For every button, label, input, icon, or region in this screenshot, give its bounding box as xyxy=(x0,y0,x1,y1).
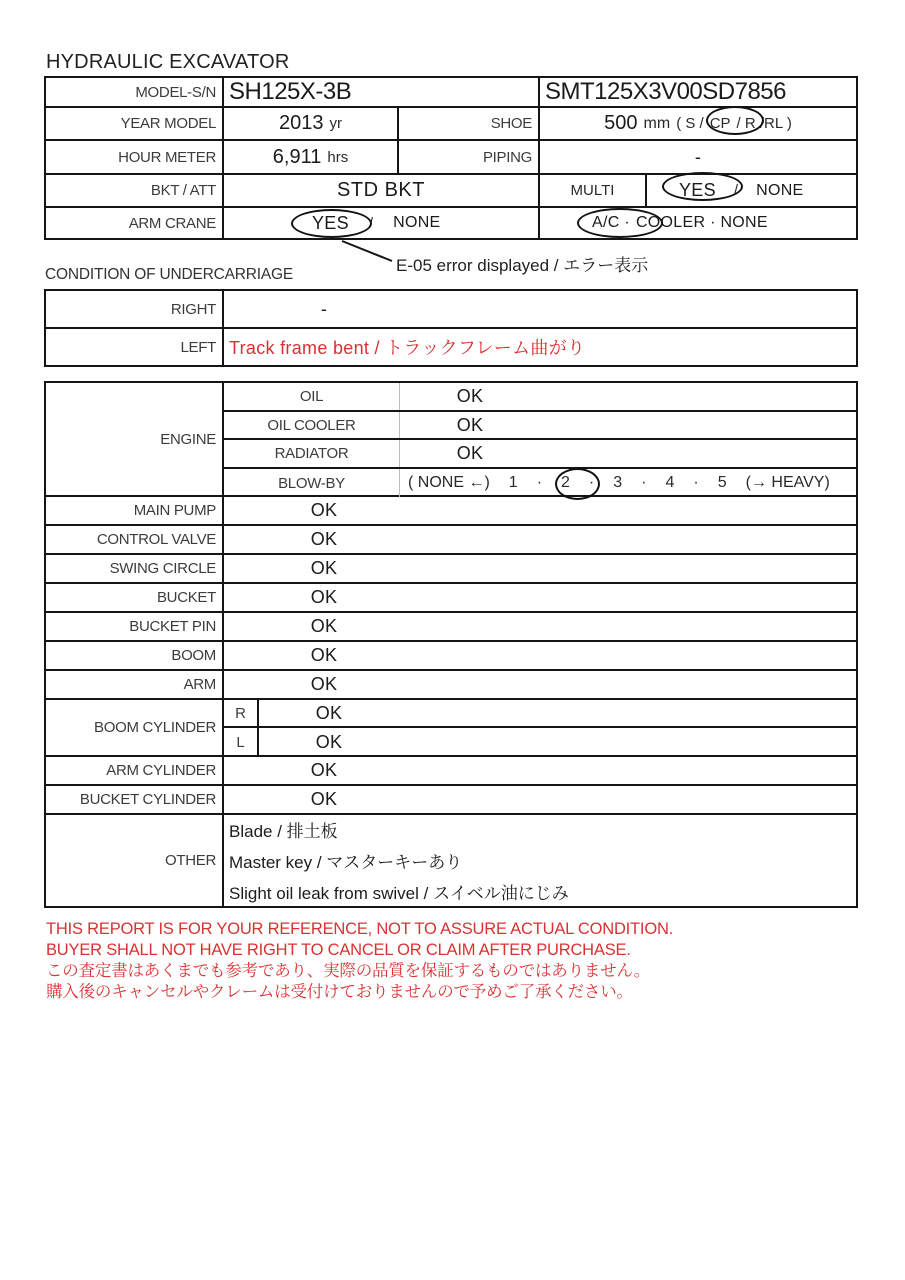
row-main-pump xyxy=(46,497,856,526)
engine-radiator-value: OK xyxy=(456,443,484,463)
disclaimer-line-3: この査定書はあくまでも参考であり、実際の品質を保証するものではありません。 xyxy=(46,962,651,980)
year-value: 2013 xyxy=(279,112,324,134)
boom-cylinder-block xyxy=(46,700,856,757)
bucket-pin-label: BUCKET PIN xyxy=(46,613,224,640)
serial-value: SMT125X3V00SD7856 xyxy=(545,78,786,105)
main-pump-label: MAIN PUMP xyxy=(46,497,224,524)
multi-option-slash: / xyxy=(733,182,739,199)
left-value: Track frame bent / トラックフレーム曲がり xyxy=(229,338,586,358)
blowby-scale-open: ( NONE ←) xyxy=(408,474,490,491)
piping-label: PIPING xyxy=(399,141,540,173)
row-arm-cylinder xyxy=(46,757,856,786)
engine-oil-label: OIL xyxy=(224,383,400,410)
year-model-label: YEAR MODEL xyxy=(46,108,224,139)
arm-crane-label: ARM CRANE xyxy=(46,208,224,238)
arm-cylinder-label: ARM CYLINDER xyxy=(46,757,224,784)
bucket-cylinder-value: OK xyxy=(310,789,338,809)
other-note-blade: Blade / 排土板 xyxy=(229,822,338,841)
blowby-scale xyxy=(400,469,856,497)
annotation-leader-line xyxy=(338,238,396,264)
undercarriage-heading: CONDITION OF UNDERCARRIAGE xyxy=(45,266,293,283)
hour-unit: hrs xyxy=(327,148,349,166)
piping-value: - xyxy=(694,146,702,167)
control-valve-label: CONTROL VALVE xyxy=(46,526,224,553)
boom-cylinder-r-label: R xyxy=(224,700,259,726)
boom-cylinder-left-row xyxy=(224,728,856,757)
ac-options-rest: COOLER · NONE xyxy=(635,214,768,231)
row-undercarriage-right xyxy=(46,291,856,329)
blowby-scale-close: (→ HEAVY) xyxy=(745,474,830,491)
engine-oil-cooler-value: OK xyxy=(456,414,484,435)
shoe-value: 500 xyxy=(604,112,638,134)
engine-row-radiator xyxy=(224,440,856,469)
armcrane-option-slash: / xyxy=(368,214,374,232)
boom-cylinder-l-label: L xyxy=(224,728,259,757)
engine-oil-cooler-label: OIL COOLER xyxy=(224,412,400,438)
bucket-pin-value: OK xyxy=(310,616,338,636)
engine-label: ENGINE xyxy=(46,383,224,495)
row-bucket-cylinder xyxy=(46,786,856,815)
boom-cylinder-r-value: OK xyxy=(315,702,343,723)
right-label: RIGHT xyxy=(46,291,224,327)
model-value: SH125X-3B xyxy=(229,78,352,105)
hour-meter-label: HOUR METER xyxy=(46,141,224,173)
blowby-label: BLOW-BY xyxy=(224,469,400,497)
multi-option-yes: YES xyxy=(679,180,716,200)
blowby-1: 1 xyxy=(508,474,518,491)
shoe-unit: mm xyxy=(643,114,671,132)
arm-cylinder-value: OK xyxy=(310,760,338,780)
arm-label: ARM xyxy=(46,671,224,698)
row-control-valve xyxy=(46,526,856,555)
row-model-sn xyxy=(46,78,856,108)
model-sn-label: MODEL-S/N xyxy=(46,78,224,106)
engine-block xyxy=(46,383,856,497)
engine-row-oil xyxy=(224,383,856,412)
row-hour-piping xyxy=(46,141,856,175)
row-year-shoe xyxy=(46,108,856,141)
blowby-dot: · xyxy=(588,474,595,491)
other-note-master-key: Master key / マスターキーあり xyxy=(229,853,463,872)
armcrane-option-none: NONE xyxy=(393,214,441,231)
boom-cylinder-label: BOOM CYLINDER xyxy=(46,700,224,755)
engine-row-blowby xyxy=(224,469,856,497)
shoe-options-open: ( S / xyxy=(676,115,704,132)
hour-value: 6,911 xyxy=(272,145,322,168)
undercarriage-table xyxy=(44,289,858,367)
main-pump-value: OK xyxy=(310,500,338,520)
disclaimer-line-2: BUYER SHALL NOT HAVE RIGHT TO CANCEL OR CLAIM AFTER PURCHASE. xyxy=(46,941,631,959)
bkt-value: STD BKT xyxy=(337,179,425,201)
control-valve-value: OK xyxy=(310,529,338,549)
blowby-dot: · xyxy=(641,474,647,491)
ac-option-selected: A/C · xyxy=(592,214,630,231)
boom-cylinder-right-row xyxy=(224,700,856,728)
bkt-att-label: BKT / ATT xyxy=(46,175,224,206)
spec-table xyxy=(44,76,858,240)
disclaimer-line-4: 購入後のキャンセルやクレームは受付けておりませんので予めご了承ください。 xyxy=(46,983,633,1001)
other-notes xyxy=(224,814,569,907)
disclaimer xyxy=(46,919,673,1003)
arm-value: OK xyxy=(310,674,338,694)
row-armcrane-ac xyxy=(46,208,856,238)
other-note-oil-leak: Slight oil leak from swivel / スイベル油にじみ xyxy=(229,884,569,903)
bucket-cylinder-label: BUCKET CYLINDER xyxy=(46,786,224,813)
disclaimer-line-1: THIS REPORT IS FOR YOUR REFERENCE, NOT TO ASSURE ACTUAL CONDITION. xyxy=(46,920,674,938)
other-label: OTHER xyxy=(46,815,224,906)
engine-oil-value: OK xyxy=(456,386,484,406)
multi-label: MULTI xyxy=(570,182,615,199)
page-title: HYDRAULIC EXCAVATOR xyxy=(46,51,290,73)
blowby-5: 5 xyxy=(717,474,727,491)
row-bkt-multi xyxy=(46,175,856,208)
blowby-dot: · xyxy=(536,474,543,491)
shoe-option-selected: CP xyxy=(709,115,731,132)
row-undercarriage-left xyxy=(46,329,856,365)
row-swing-circle xyxy=(46,555,856,584)
shoe-options-close: / R /RL ) xyxy=(736,115,792,132)
swing-circle-label: SWING CIRCLE xyxy=(46,555,224,582)
row-boom xyxy=(46,642,856,671)
boom-value: OK xyxy=(310,645,338,665)
blowby-4: 4 xyxy=(665,474,675,491)
boom-label: BOOM xyxy=(46,642,224,669)
engine-radiator-label: RADIATOR xyxy=(224,440,400,467)
row-arm xyxy=(46,671,856,700)
inspection-table xyxy=(44,381,858,908)
engine-row-oil-cooler xyxy=(224,412,856,440)
blowby-2-selected: 2 xyxy=(561,474,570,491)
year-unit: yr xyxy=(329,115,342,132)
left-label: LEFT xyxy=(46,329,224,365)
blowby-3: 3 xyxy=(613,474,623,491)
error-annotation: E-05 error displayed / エラー表示 xyxy=(396,256,649,275)
bucket-value: OK xyxy=(310,587,338,607)
multi-option-none: NONE xyxy=(756,181,804,199)
right-value: - xyxy=(320,298,328,319)
row-other xyxy=(46,815,856,906)
swing-circle-value: OK xyxy=(310,558,338,578)
armcrane-option-yes: YES xyxy=(312,212,349,233)
shoe-label: SHOE xyxy=(399,108,540,139)
row-bucket xyxy=(46,584,856,613)
row-bucket-pin xyxy=(46,613,856,642)
blowby-dot: · xyxy=(693,474,699,491)
boom-cylinder-l-value: OK xyxy=(315,732,343,752)
bucket-label: BUCKET xyxy=(46,584,224,611)
